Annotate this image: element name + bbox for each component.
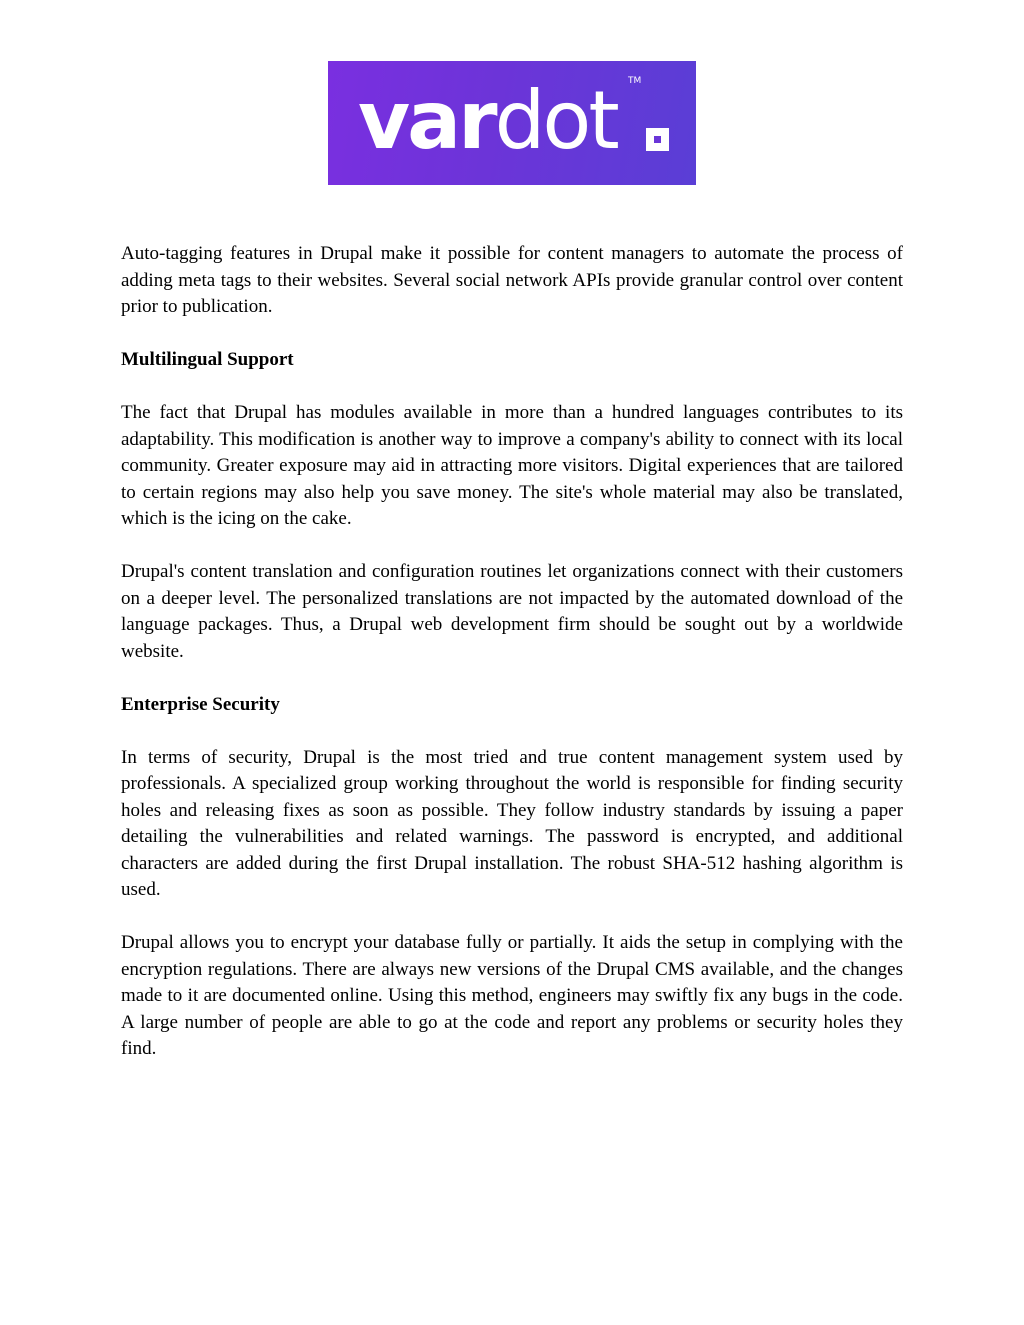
heading-enterprise-security: Enterprise Security bbox=[121, 693, 280, 715]
logo-wordmark-var: var bbox=[358, 74, 495, 167]
article-body bbox=[121, 241, 903, 1089]
paragraph-multilingual-modules: The fact that Drupal has modules available in more than a hundred languages contributes to its adaptability. This modification is another way to improve a company's ability to connect with its local community. Greater exposure may aid in attracting more visitors. Digital experiences that are tailored to certain regions may also help you save money. The site's whole material may also be translated, which is the icing on the cake. bbox=[121, 402, 903, 529]
paragraph-content-translation: Drupal's content translation and configuration routines let organizations connect with their customers on a deeper level. The personalized translations are not impacted by the automated download of the language packages. Thus, a Drupal web development firm should be sought out by a worldwide website. bbox=[121, 561, 903, 662]
paragraph-security-team: In terms of security, Drupal is the most tried and true content management system used by professionals. A specialized group working throughout the world is responsible for finding security holes and releasing fixes as soon as possible. They follow industry standards by issuing a paper detailing the vulnerabilities and related warnings. The password is encrypted, and additional characters are added during the first Drupal installation. The robust SHA-512 hashing algorithm is used. bbox=[121, 746, 903, 900]
paragraph-database-encryption: Drupal allows you to encrypt your database fully or partially. It aids the setup in complying with the encryption regulations. There are always new versions of the Drupal CMS available, and the changes made to it are documented online. Using this method, engineers may swiftly fix any bugs in the code. A large number of people are able to go at the code and report any problems or security holes they find. bbox=[121, 932, 903, 1059]
paragraph-auto-tagging: Auto-tagging features in Drupal make it possible for content managers to automate the process of adding meta tags to their websites. Several social network APIs provide granular control over content prior to publication. bbox=[121, 243, 903, 317]
heading-multilingual-support: Multilingual Support bbox=[121, 349, 294, 370]
logo-trademark: TM bbox=[628, 76, 642, 86]
vardot-logo bbox=[328, 61, 696, 185]
logo-wordmark bbox=[358, 74, 618, 167]
vardot-logo-graphic bbox=[328, 61, 696, 185]
logo-wordmark-dot: dot bbox=[494, 74, 617, 167]
